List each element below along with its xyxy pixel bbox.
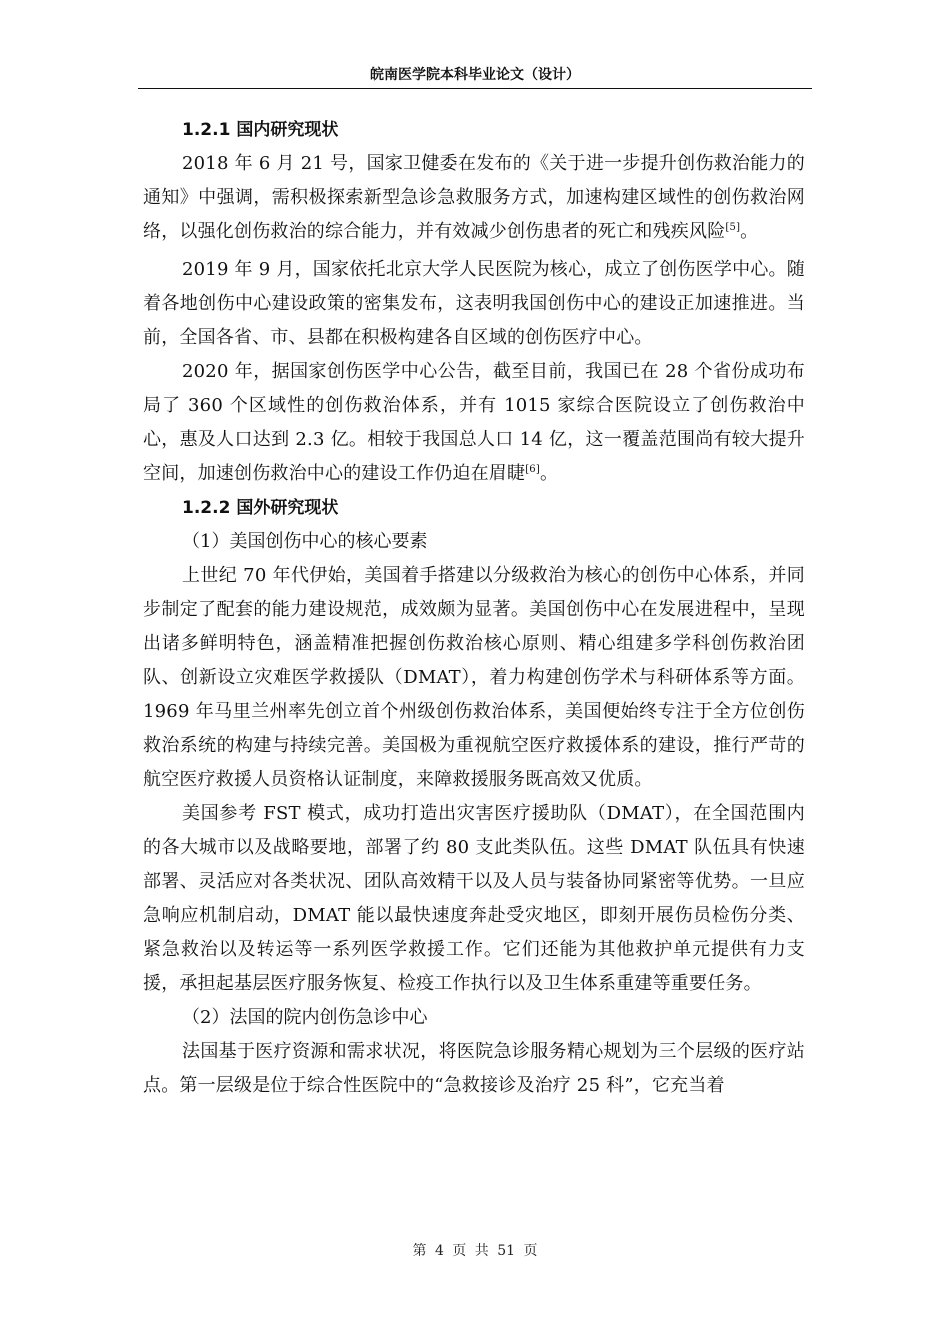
citation-link[interactable]: [5]	[725, 222, 741, 233]
citation-link[interactable]: [6]	[525, 464, 540, 475]
paragraph-text: 2018 年 6 月 21 号，国家卫健委在发布的《关于进一步提升创伤救治能力的通知》中强调，需积极探索新型急诊急救服务方式，加速构建区域性的创伤救治网络，以强化创伤救治的综合能力，并有效减少创伤患者的死亡和残疾风险	[143, 153, 805, 242]
paragraph: 美国参考 FST 模式，成功打造出灾害医疗援助队（DMAT），在全国范围内的各大城市以及战略要地，部署了约 80 支此类队伍。这些 DMAT 队伍具有快速部署、灵活应对各类状况、团队高效精干以及人员与装备协同紧密等优势。一旦应急响应机制启动，DMAT 能以最快速度奔赴受灾地区，即刻开展伤员检伤分类、紧急救治以及转运等一系列医学救援工作。它们还能为其他救护单元提供有力支援，承担起基层医疗服务恢复、检疫工作执行以及卫生体系重建等重要任务。	[143, 803, 805, 994]
body-content	[143, 113, 805, 1103]
subsection-title: （1）美国创伤中心的核心要素	[182, 531, 428, 552]
paragraph-end: 。	[740, 221, 759, 242]
section-heading-1-2-2: 1.2.2 国外研究现状	[182, 498, 339, 518]
subsection-title: （2）法国的院内创伤急诊中心	[182, 1007, 428, 1028]
paragraph: 2019 年 9 月，国家依托北京大学人民医院为核心，成立了创伤医学中心。随着各地创伤中心建设政策的密集发布，这表明我国创伤中心的建设正加速推进。当前，全国各省、市、县都在积极构建各自区域的创伤医疗中心。	[143, 259, 805, 348]
page-number: 第 4 页 共 51 页	[412, 1243, 538, 1259]
paragraph-text: 2020 年，据国家创伤医学中心公告，截至目前，我国已在 28 个省份成功布局了 360 个区域性的创伤救治体系，并有 1015 家综合医院设立了创伤救治中心，惠及人口达到 2.3 亿。相较于我国总人口 14 亿，这一覆盖范围尚有较大提升空间，加速创伤救治中心的建设工作仍迫在眉睫	[143, 361, 805, 484]
paragraph	[143, 355, 805, 491]
header-rule	[138, 88, 812, 89]
section-heading-1-2-1: 1.2.1 国内研究现状	[182, 120, 339, 140]
paragraph	[143, 147, 805, 249]
paragraph: 上世纪 70 年代伊始，美国着手搭建以分级救治为核心的创伤中心体系，并同步制定了配套的能力建设规范，成效颇为显著。美国创伤中心在发展进程中，呈现出诸多鲜明特色，涵盖精准把握创伤救治核心原则、精心组建多学科创伤救治团队、创新设立灾难医学救援队（DMAT），着力构建创伤学术与科研体系等方面。1969 年马里兰州率先创立首个州级创伤救治体系，美国便始终专注于全方位创伤救治系统的构建与持续完善。美国极为重视航空医疗救援体系的建设，推行严苛的航空医疗救援人员资格认证制度，来障救援服务既高效又优质。	[143, 565, 805, 790]
paragraph-end: 。	[539, 463, 559, 484]
running-header: 皖南医学院本科毕业论文（设计）	[370, 67, 580, 83]
paragraph: 法国基于医疗资源和需求状况，将医院急诊服务精心规划为三个层级的医疗站点。第一层级是位于综合性医院中的“急救接诊及治疗 25 科”，它充当着	[143, 1041, 805, 1096]
